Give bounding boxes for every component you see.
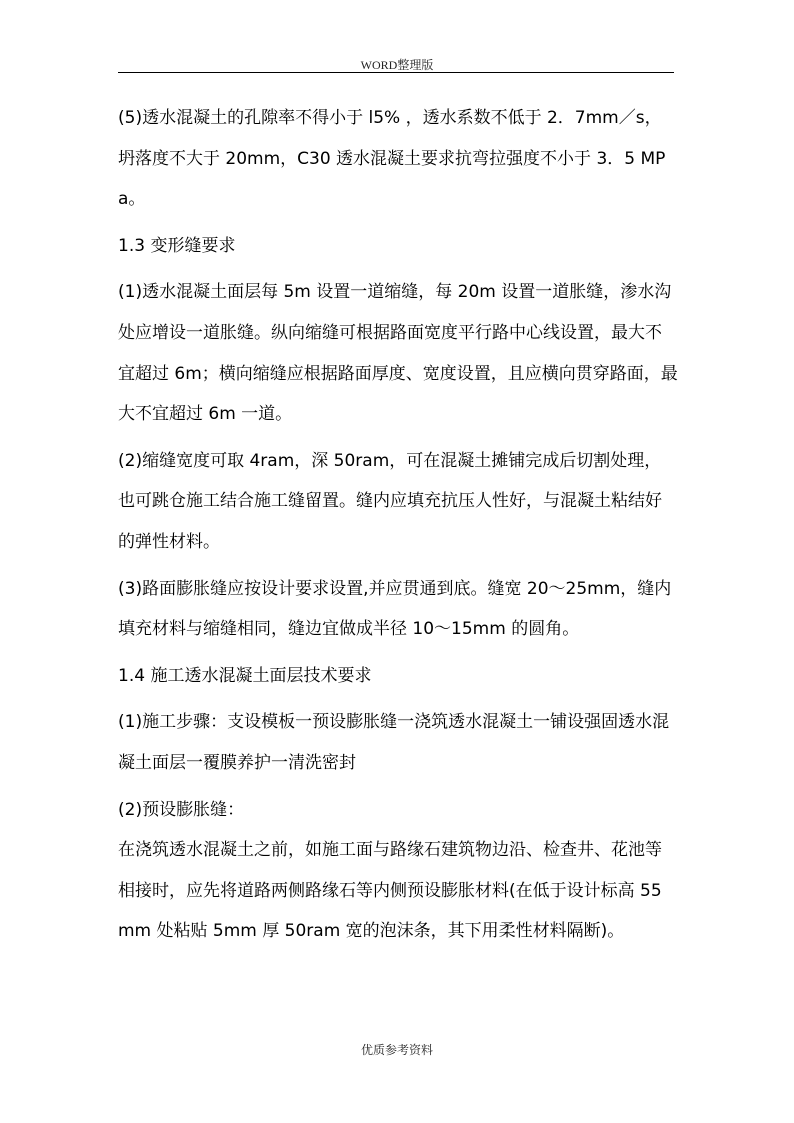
- page-header: WORD整理版: [360, 58, 434, 72]
- document-body: [118, 98, 678, 952]
- section-heading-1-4: 1.4 施工透水混凝土面层技术要求: [118, 665, 372, 686]
- paragraph-shrinkage-joint-width: (2)缩缝宽度可取 4ram，深 50ram，可在混凝土摊铺完成后切割处理，也可跳仓施工结合施工缝留置。缝内应填充抗压人性好，与混凝土粘结好的弹性材料。: [118, 450, 662, 552]
- header-divider: [118, 72, 674, 73]
- paragraph-expansion-joint: (3)路面膨胀缝应按设计要求设置,并应贯通到底。缝宽 20～25mm，缝内填充材料与缩缝相同，缝边宜做成半径 10～15mm 的圆角。: [118, 578, 672, 640]
- paragraph-preset-expansion-joint-detail: 在浇筑透水混凝土之前，如施工面与路缘石建筑物边沿、检查井、花池等相接时，应先将道路两侧路缘石等内侧预设膨胀材料(在低于设计标高 55mm 处粘贴 5mm 厚 50ram 宽的泡沫条，其下用柔性材料隔断)。: [118, 840, 662, 942]
- paragraph-preset-expansion-joint-title: (2)预设膨胀缝：: [118, 799, 245, 820]
- section-heading-1-3: 1.3 变形缝要求: [118, 235, 236, 256]
- paragraph-construction-steps: (1)施工步骤：支设模板一预设膨胀缝一浇筑透水混凝土一铺设强固透水混凝土面层一覆膜养护一清洗密封: [118, 712, 670, 773]
- page-footer: 优质参考资料: [360, 1043, 433, 1057]
- paragraph-joint-spacing: (1)透水混凝土面层每 5m 设置一道缩缝，每 20m 设置一道胀缝，渗水沟处应增设一道胀缝。纵向缩缝可根据路面宽度平行路中心线设置，最大不宜超过 6m；横向缩缝应根据路面厚度、宽度设置，且应横向贯穿路面，最大不宜超过 6m 一道。: [118, 282, 678, 425]
- paragraph-porosity-requirement: (5)透水混凝土的孔隙率不得小于 l5% ，透水系数不低于 2．7mm／s，坍落度不大于 20mm，C30 透水混凝土要求抗弯拉强度不小于 3．5 MPa。: [118, 108, 666, 210]
